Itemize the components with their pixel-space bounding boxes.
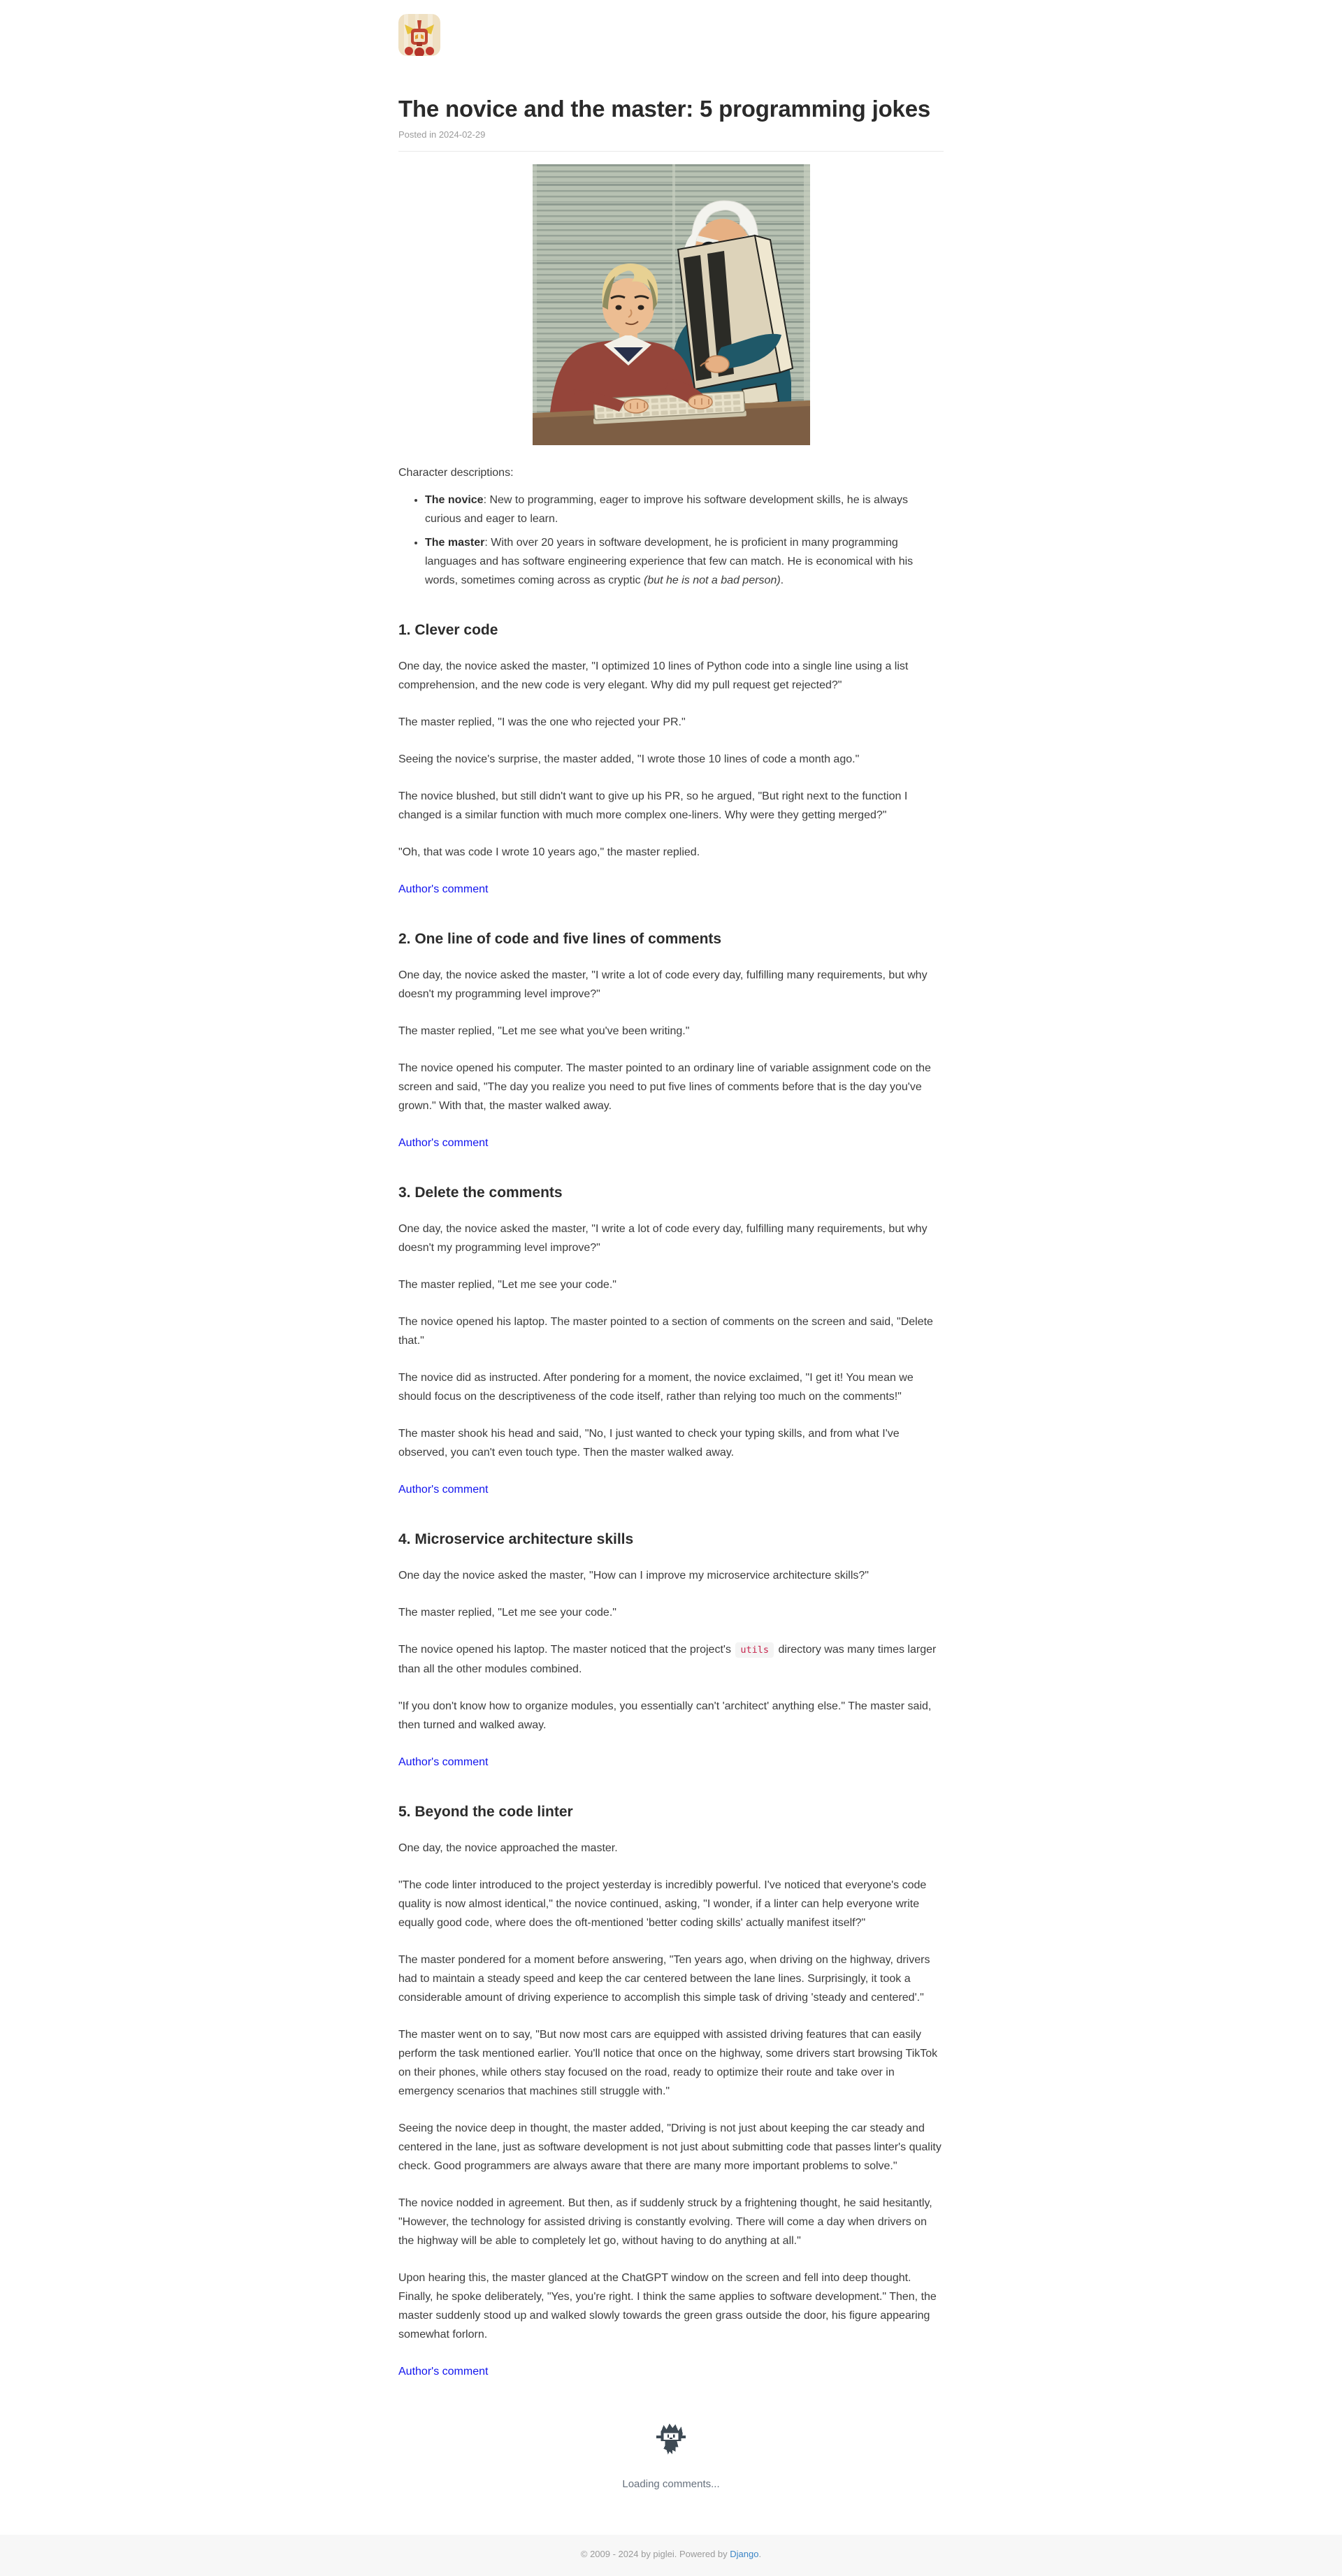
post-date: Posted in 2024-02-29 [398, 129, 486, 140]
comments-widget [398, 2422, 944, 2490]
section-heading: 2. One line of code and five lines of comments [398, 931, 722, 948]
robot-toy-avatar-icon [398, 14, 440, 56]
paragraph: The master replied, "Let me see your code." [398, 1607, 616, 1619]
page-title: The novice and the master: 5 programming jokes [398, 96, 930, 122]
authors-comment-link[interactable]: Author's comment [398, 1484, 489, 1496]
paragraph: The master replied, "I was the one who rejected your PR." [398, 716, 686, 729]
section-clever-code [398, 622, 944, 899]
section-heading: 5. Beyond the code linter [398, 1804, 573, 1821]
paragraph: Upon hearing this, the master glanced at the ChatGPT window on the screen and fell into deep thought. Finally, he spoke deliberately, "Yes, you're right. I think the same applies to software development." Then, the master suddenly stood up and walked slowly towards the green grass outside the door, his figure appearing somewhat forlorn. [398, 2272, 937, 2341]
paragraph: Seeing the novice's surprise, the master added, "I wrote those 10 lines of code a month ago." [398, 753, 860, 766]
site-logo[interactable] [398, 14, 440, 56]
copyright-text: © 2009 - 2024 by piglei. Powered by [580, 2549, 730, 2560]
paragraph: The novice opened his computer. The master pointed to an ordinary line of variable assignment code on the screen and said, "The day you realize you need to put five lines of comments before that is the day you've grown." With that, the master walked away. [398, 1062, 931, 1113]
paragraph: Seeing the novice deep in thought, the master added, "Driving is not just about keeping the car steady and centered in the lane, just as software development is not just about submitting code that passes linter's quality check. Good programmers are always aware that there are many more important problems to solve." [398, 2122, 941, 2173]
paragraph: One day, the novice approached the master. [398, 1842, 618, 1855]
divider [398, 151, 944, 152]
paragraph: The novice blushed, but still didn't want to give up his PR, so he argued, "But right next to the function I changed is a similar function with much more complex one-liners. Why were they getting merged?" [398, 790, 908, 822]
comments-loading-text: Loading comments... [622, 2478, 720, 2491]
character-list [398, 491, 944, 590]
post-hero-image [533, 164, 810, 445]
authors-comment-link[interactable]: Author's comment [398, 883, 489, 896]
section-delete-the-comments [398, 1185, 944, 1499]
inline-code: utils [735, 1642, 774, 1658]
site-footer: © 2009 - 2024 by piglei. Powered by Django. [0, 2535, 1342, 2576]
intro-paragraph: Character descriptions: [398, 467, 514, 479]
section-heading: 4. Microservice architecture skills [398, 1531, 634, 1548]
list-item: • The master: With over 20 years in software development, he is proficient in many programming languages and has software engineering experience that few can match. He is economical with his words, sometimes coming across as cryptic (but he is not a bad person). [425, 533, 944, 590]
paragraph: The master went on to say, "But now most cars are equipped with assisted driving features that can easily perform the task mentioned earlier. You'll notice that once on the highway, some drivers start browsing TikTok on their phones, while others stay focused on the road, ready to optimize their route and take over in emergency scenarios that machines still struggle with." [398, 2029, 938, 2098]
paragraph: One day the novice asked the master, "How can I improve my microservice architecture skills?" [398, 1570, 869, 1582]
authors-comment-link[interactable]: Author's comment [398, 1756, 489, 1769]
paragraph: "The code linter introduced to the project yesterday is incredibly powerful. I've noticed that everyone's code quality is now almost identical," the novice continued, asking, "I wonder, if a linter can help everyone write equally good code, where does the oft-mentioned 'better coding skills' actually manifest itself?" [398, 1879, 927, 1930]
authors-comment-link[interactable]: Author's comment [398, 1137, 489, 1150]
paragraph: "If you don't know how to organize modules, you essentially can't 'architect' anything else." The master said, then turned and walked away. [398, 1700, 932, 1732]
paragraph: The novice did as instructed. After pondering for a moment, the novice exclaimed, "I get it! You mean we should focus on the descriptiveness of the code itself, rather than relying too much on the comments!" [398, 1372, 914, 1403]
paragraph: The novice opened his laptop. The master pointed to a section of comments on the screen and said, "Delete that." [398, 1316, 933, 1347]
section-heading: 1. Clever code [398, 622, 498, 639]
paragraph: The master pondered for a moment before answering, "Ten years ago, when driving on the highway, drivers had to maintain a steady speed and keep the car centered between the lane lines. Surprisingly, it took a considerable amount of driving experience to accomplish this simple task of driving 'steady and centered'." [398, 1954, 930, 2004]
paragraph: The master replied, "Let me see your code." [398, 1279, 616, 1291]
section-heading: 3. Delete the comments [398, 1185, 563, 1201]
paragraph: The master shook his head and said, "No, I just wanted to check your typing skills, and from what I've observed, you can't even touch type. Then the master walked away. [398, 1428, 900, 1459]
site-header [398, 0, 944, 59]
paragraph: The novice nodded in agreement. But then, as if suddenly struck by a frightening thought, he said hesitantly, "However, the technology for assisted driving is constantly evolving. There will come a day when drivers on the highway will be able to completely let go, without having to do anything at all." [398, 2197, 932, 2248]
django-link[interactable]: Django [730, 2549, 759, 2560]
list-item: • The novice: New to programming, eager to improve his software development skills, he is always curious and eager to learn. [425, 491, 944, 528]
authors-comment-link[interactable]: Author's comment [398, 2366, 489, 2378]
post-article [398, 94, 944, 2490]
section-beyond-the-code-linter [398, 1804, 944, 2381]
paragraph: The master replied, "Let me see what you've been writing." [398, 1025, 690, 1038]
paragraph: One day, the novice asked the master, "I write a lot of code every day, fulfilling many requirements, but why doesn't my programming level improve?" [398, 969, 928, 1001]
section-microservice-architecture [398, 1531, 944, 1772]
pixel-cat-icon [656, 2422, 686, 2460]
paragraph: One day, the novice asked the master, "I optimized 10 lines of Python code into a single line using a list comprehension, and the new code is very elegant. Why did my pull request get rejected?" [398, 660, 909, 692]
paragraph-with-code: The novice opened his laptop. The master noticed that the project's utils directory was many times larger than all the other modules combined. [398, 1644, 937, 1676]
paragraph: One day, the novice asked the master, "I write a lot of code every day, fulfilling many requirements, but why doesn't my programming level improve?" [398, 1223, 928, 1254]
paragraph: "Oh, that was code I wrote 10 years ago," the master replied. [398, 846, 700, 859]
section-one-line-five-comments [398, 931, 944, 1152]
